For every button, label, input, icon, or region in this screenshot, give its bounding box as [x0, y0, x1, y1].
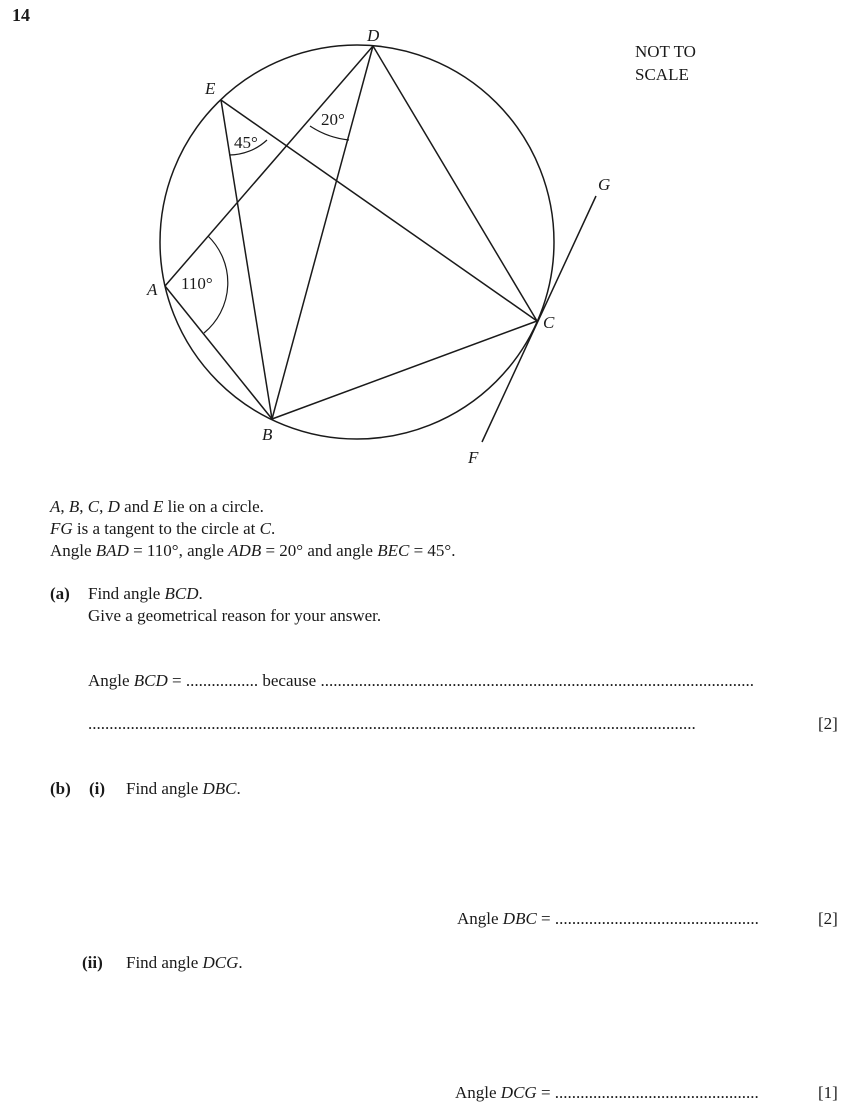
tangent-FG — [482, 196, 596, 442]
part-b-ii-label: (ii) — [82, 953, 103, 972]
chord-DC — [373, 46, 537, 321]
sep: , — [99, 497, 108, 516]
angle-label-D: 20° — [321, 110, 345, 129]
text: Angle — [88, 671, 134, 690]
sep: , — [79, 497, 88, 516]
var-BCD: BCD — [164, 584, 199, 603]
text: Find angle — [88, 584, 165, 603]
part-b-ii-marks: [1] — [818, 1083, 838, 1102]
text: Angle — [457, 909, 503, 928]
var-BAD: BAD — [95, 541, 129, 560]
var-DCG: DCG — [202, 953, 239, 972]
statement-line-3 — [50, 542, 455, 559]
part-a-question — [88, 585, 203, 602]
chord-BC — [272, 321, 537, 419]
text: because — [258, 671, 321, 690]
part-b-i-marks: [2] — [818, 909, 838, 928]
part-a-answer-line[interactable] — [88, 672, 754, 689]
var-DCG: DCG — [500, 1083, 537, 1102]
var-ADB: ADB — [228, 541, 262, 560]
label-point-E: E — [205, 79, 216, 98]
part-b-i-label: (i) — [89, 779, 106, 798]
label-point-D: D — [367, 26, 380, 45]
reason-blank[interactable]: ...................................................................................................... — [320, 671, 754, 690]
question-number: 14 — [12, 5, 30, 25]
label-point-G: G — [598, 175, 611, 194]
answer-blank[interactable]: ................................................ — [554, 1083, 759, 1102]
var-E: E — [152, 497, 164, 516]
var-FG: FG — [50, 519, 73, 538]
var-DBC: DBC — [202, 779, 237, 798]
part-b-i-question — [126, 780, 241, 797]
var-C: C — [259, 519, 271, 538]
var-DBC: DBC — [502, 909, 537, 928]
text: . — [198, 584, 203, 603]
text: = 110°, angle — [128, 541, 229, 560]
text: lie on a circle. — [163, 497, 264, 516]
part-a-reason-line-2[interactable]: ............................................................................................................................................... — [88, 714, 696, 733]
not-to-scale-line2: SCALE — [635, 65, 689, 84]
part-a-instruction: Give a geometrical reason for your answer. — [88, 606, 382, 625]
text: = — [536, 1083, 555, 1102]
var-A: A — [50, 497, 61, 516]
text: is a tangent to the circle at — [72, 519, 260, 538]
text: Angle — [455, 1083, 501, 1102]
text: = — [536, 909, 555, 928]
var-C: C — [87, 497, 100, 516]
answer-blank[interactable]: ................. — [185, 671, 259, 690]
sep: , — [60, 497, 69, 516]
part-a-label: (a) — [50, 584, 70, 603]
circle-geometry-diagram — [0, 0, 853, 480]
text: Find angle — [126, 953, 203, 972]
var-BEC: BEC — [377, 541, 410, 560]
part-b-ii-question — [126, 954, 243, 971]
angle-label-A: 110° — [181, 274, 213, 293]
text: = 45°. — [409, 541, 456, 560]
not-to-scale-line1: NOT TO — [635, 42, 696, 61]
label-point-B: B — [262, 425, 273, 444]
text: Find angle — [126, 779, 203, 798]
chord-AB — [165, 286, 272, 419]
text: . — [236, 779, 241, 798]
part-b-ii-answer-line[interactable] — [455, 1084, 759, 1101]
text: . — [270, 519, 276, 538]
answer-blank[interactable]: ................................................ — [554, 909, 759, 928]
chord-EC — [221, 100, 537, 321]
angle-label-E: 45° — [234, 133, 258, 152]
var-D: D — [107, 497, 120, 516]
part-b-label: (b) — [50, 779, 71, 798]
chord-DB — [272, 46, 373, 419]
text: . — [238, 953, 243, 972]
text: = — [167, 671, 186, 690]
label-point-F: F — [468, 448, 479, 467]
text: Angle — [50, 541, 96, 560]
part-a-marks: [2] — [818, 714, 838, 733]
text: and — [119, 497, 153, 516]
statement-line-1 — [50, 498, 264, 515]
statement-line-2 — [50, 520, 275, 537]
text: = 20° and angle — [261, 541, 378, 560]
label-point-C: C — [543, 313, 555, 332]
var-BCD: BCD — [133, 671, 168, 690]
var-B: B — [68, 497, 80, 516]
part-b-i-answer-line[interactable] — [457, 910, 759, 927]
chord-AD — [165, 46, 373, 286]
label-point-A: A — [147, 280, 158, 299]
